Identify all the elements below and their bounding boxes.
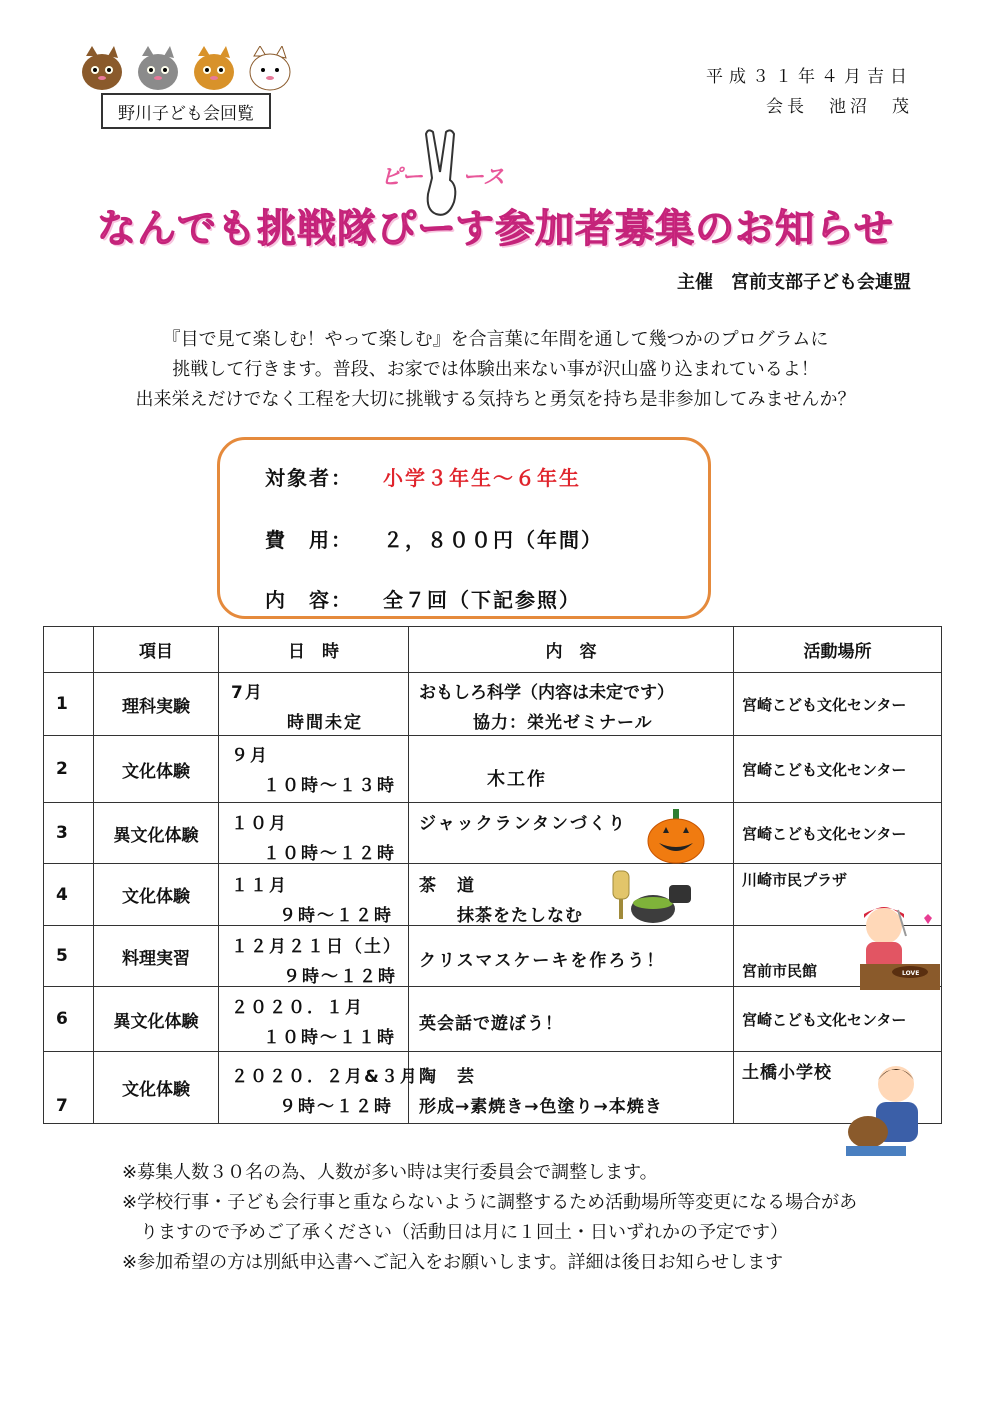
content-value: 全７回（下記参照） [383, 588, 581, 612]
cat-icon-white [250, 46, 290, 90]
table-row [44, 926, 942, 987]
content-line: 形成→素焼き→色塗り→本焼き [419, 1096, 663, 1117]
tea-ceremony-icon [609, 865, 699, 927]
row-content [409, 1052, 734, 1124]
row-no-text: 7 [56, 1095, 70, 1116]
content-line: おもしろ科学（内容は未定です） [419, 683, 674, 703]
table-row [44, 736, 942, 803]
content-line: 協力：栄光ゼミナール [473, 713, 653, 733]
row-datetime [219, 864, 409, 926]
header-item: 項目 [94, 627, 219, 673]
time-line: １０時～１２時 [263, 844, 396, 864]
row-item: 文化体験 [94, 1052, 219, 1124]
table-row [44, 864, 942, 926]
intro-line: 『目で見て楽しむ！やって楽しむ』を合言葉に年間を通して幾つかのプログラムに [162, 329, 829, 350]
time-line: ９時～１２時 [279, 905, 393, 926]
ruby-right: ース [462, 165, 505, 190]
row-place: 宮崎こども文化センター [734, 803, 942, 864]
row-item: 文化体験 [94, 736, 219, 803]
cake-text: LOVE [902, 970, 920, 977]
row-place [734, 1052, 942, 1124]
date-line: １２月２１日（土） [231, 937, 402, 957]
row-datetime [219, 673, 409, 736]
time-line: 時間未定 [287, 713, 363, 733]
place-line: 川崎市民プラザ [742, 870, 848, 889]
table-row [44, 673, 942, 736]
intro-line: 挑戦して行きます。普段、お家では体験出来ない事が沢山盛り込まれているよ！ [172, 359, 819, 380]
content-line: クリスマスケーキを作ろう！ [419, 951, 666, 971]
schedule-table [43, 626, 942, 1124]
fee-value: ２，８００円（年間） [383, 528, 603, 552]
intro-text [0, 325, 991, 415]
cat-icon-orange [194, 46, 234, 90]
row-item: 理科実験 [94, 673, 219, 736]
chairman: 会長 池沼 茂 [766, 97, 913, 117]
row-no: 1 [44, 673, 94, 736]
header-place: 活動場所 [734, 627, 942, 673]
date-line: ９月 [231, 746, 269, 766]
date-line: 7月 [231, 683, 264, 703]
cooking-girl-icon [846, 896, 942, 992]
pottery-boy-icon [840, 1058, 936, 1158]
header-datetime: 日 時 [219, 627, 409, 673]
header-content: 内 容 [409, 627, 734, 673]
circulation-stamp: 野川子ども会回覧 [101, 93, 271, 129]
target-value: 小学３年生～６年生 [383, 466, 581, 490]
row-content [409, 987, 734, 1052]
table-header-row [44, 627, 942, 673]
row-content [409, 673, 734, 736]
info-target [265, 462, 581, 491]
info-content [265, 584, 581, 613]
row-datetime [219, 803, 409, 864]
row-place: 宮崎こども文化センター [734, 673, 942, 736]
organizer: 主催 宮前支部子ども会連盟 [677, 272, 911, 293]
time-line: １０時～１３時 [263, 776, 396, 796]
row-no: 5 [44, 926, 94, 987]
row-item: 文化体験 [94, 864, 219, 926]
row-no: 3 [44, 803, 94, 864]
info-fee [265, 524, 603, 553]
date-line: １１月 [231, 875, 288, 896]
content-line: ジャックランタンづくり [419, 814, 627, 834]
table-row [44, 803, 942, 864]
note-line: ※募集人数３０名の為、人数が多い時は実行委員会で調整します。 [122, 1162, 658, 1183]
row-place [734, 926, 942, 987]
row-content [409, 803, 734, 864]
date-line: １０月 [231, 814, 288, 834]
table-row [44, 987, 942, 1052]
issue-date: 平成３１年４月吉日 [706, 67, 913, 87]
header-no [44, 627, 94, 673]
row-no [44, 1052, 94, 1124]
fee-label: 費 用： [265, 528, 353, 552]
page-title: なんでも挑戦隊ぴーす参加者募集のお知らせ [97, 207, 894, 252]
time-line: ９時～１２時 [283, 967, 397, 987]
note-line: りますので予めご了承ください（活動日は月に１回土・日いずれかの予定です） [122, 1222, 788, 1243]
row-place: 宮崎こども文化センター [734, 987, 942, 1052]
time-line: ９時～１２時 [279, 1096, 393, 1117]
content-label: 内 容： [265, 588, 353, 612]
note-line: ※参加希望の方は別紙申込書へご記入をお願いします。詳細は後日お知らせします [122, 1252, 784, 1273]
row-content [409, 926, 734, 987]
content-line: 木工作 [487, 769, 547, 790]
row-no: 2 [44, 736, 94, 803]
content-line: 茶 道 [419, 875, 476, 896]
pumpkin-icon [645, 807, 707, 865]
cat-icon-brown [82, 46, 122, 90]
intro-line: 出来栄えだけでなく工程を大切に挑戦する気持ちと勇気を持ち是非参加してみませんか？ [135, 389, 856, 410]
time-line: １０時～１１時 [263, 1028, 396, 1048]
row-datetime [219, 987, 409, 1052]
row-datetime [219, 736, 409, 803]
row-no: 6 [44, 987, 94, 1052]
row-no: 4 [44, 864, 94, 926]
cat-icon-gray [138, 46, 178, 90]
info-box [217, 437, 711, 619]
row-item: 異文化体験 [94, 987, 219, 1052]
row-content [409, 864, 734, 926]
table-row [44, 1052, 942, 1124]
row-datetime [219, 1052, 419, 1124]
date-line: ２０２０．２月&３月 [231, 1066, 419, 1087]
content-line: 抹茶をたしなむ [457, 905, 583, 926]
row-place: 宮崎こども文化センター [734, 736, 942, 803]
place-line: 土橋小学校 [742, 1062, 832, 1083]
place-line: 宮前市民館 [742, 962, 818, 980]
row-item: 異文化体験 [94, 803, 219, 864]
content-line: 陶 芸 [419, 1066, 476, 1087]
date-line: ２０２０．１月 [231, 998, 364, 1018]
row-datetime [219, 926, 409, 987]
note-line: ※学校行事・子ども会行事と重ならないように調整するため活動場所等変更になる場合があ [122, 1192, 858, 1213]
content-line: 英会話で遊ぼう！ [419, 1014, 563, 1034]
ruby-left: ピー [380, 165, 424, 190]
target-label: 対象者： [265, 466, 353, 490]
row-item: 料理実習 [94, 926, 219, 987]
cat-faces-illustration [78, 46, 308, 94]
row-content [409, 736, 734, 803]
